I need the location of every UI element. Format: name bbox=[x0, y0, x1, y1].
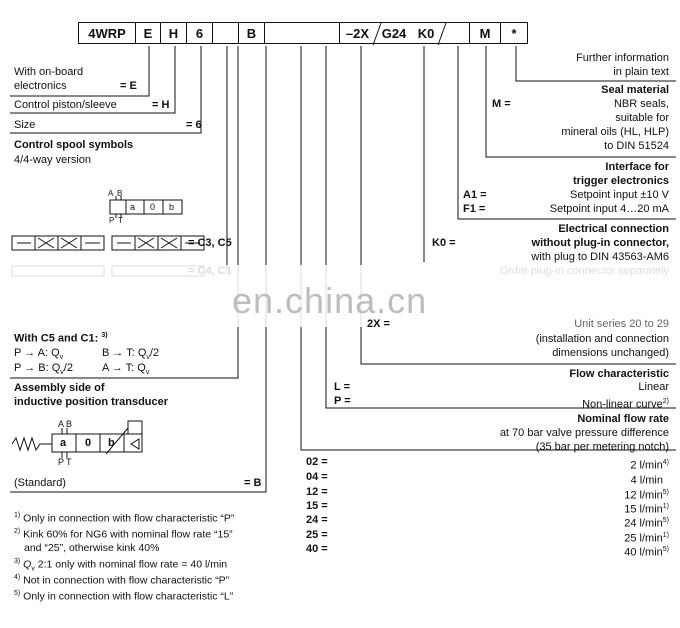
footnote: $^{1)}$ Only in connection with flow characteristic “P” bbox=[14, 512, 235, 525]
piston-label: Control piston/sleeve bbox=[14, 99, 117, 111]
nominal-line-1: at 70 bar valve pressure difference bbox=[499, 427, 669, 439]
flow-a-t: A → T: $Q_v$ bbox=[102, 362, 150, 377]
further-info-1: Further information bbox=[576, 52, 669, 64]
assembly-title-2: inductive position transducer bbox=[14, 396, 169, 408]
seal-code: M = bbox=[492, 98, 511, 110]
port-p-label-2: P bbox=[58, 457, 65, 467]
flow-rate-code: 24 = bbox=[306, 514, 328, 526]
port-t-label: T bbox=[118, 216, 123, 225]
spool-pos-a-2: a bbox=[60, 437, 67, 449]
port-a-label-2: A bbox=[58, 419, 65, 429]
c3c5-code: = C3, C5 bbox=[188, 237, 232, 249]
seal-line-4: to DIN 51524 bbox=[604, 140, 669, 152]
size-label: Size bbox=[14, 119, 36, 131]
electrical-line-1: with plug to DIN 43563-AM6 bbox=[531, 251, 669, 263]
flow-rate-code: 40 = bbox=[306, 543, 328, 555]
flow-rate-code: 12 = bbox=[306, 486, 328, 498]
onboard-label-2: electronics bbox=[14, 80, 67, 92]
footnote: and “25”, otherwise kink 40% bbox=[24, 542, 160, 554]
a1-text: Setpoint input ±10 V bbox=[570, 189, 669, 201]
f1-code: F1 = bbox=[463, 203, 486, 215]
footnote: $^{3)}$ $Q_v$ 2:1 only with nominal flow rate = 40 l/min bbox=[14, 558, 228, 573]
flow-rate-value: 40 $l/\min^{5)}$ bbox=[624, 546, 669, 559]
p-code: P = bbox=[334, 395, 351, 407]
flow-rate-value: 2 $l/\min^{4)}$ bbox=[630, 459, 669, 472]
code-cell-electronics: E bbox=[135, 22, 161, 44]
electrical-line-0: without plug-in connector, bbox=[531, 237, 669, 249]
code-cell-piston: H bbox=[160, 22, 187, 44]
flow-rate-code: 04 = bbox=[306, 471, 328, 483]
footnote: $^{4)}$ Not in connection with flow characteristic “P” bbox=[14, 574, 230, 587]
flow-rate-code: 15 = bbox=[306, 500, 328, 512]
code-cell-assembly: B bbox=[238, 22, 265, 44]
flow-p-b: P → B: $Q_v/2$ bbox=[14, 362, 73, 377]
nominal-line-2: (35 bar per metering notch) bbox=[535, 441, 669, 453]
spool-pos-b-2: b bbox=[108, 437, 115, 449]
footnote: $^{5)}$ Only in connection with flow characteristic “L” bbox=[14, 590, 234, 603]
seal-line-2: suitable for bbox=[615, 112, 669, 124]
series-line-2: (installation and connection bbox=[535, 333, 669, 345]
code-cell-further: * bbox=[500, 22, 528, 44]
seal-line-3: mineral oils (HL, HLP) bbox=[561, 126, 669, 138]
transducer-valve-symbol bbox=[12, 421, 142, 458]
standard-code: = B bbox=[244, 477, 262, 489]
spool-title: Control spool symbols bbox=[14, 139, 134, 151]
series-line-3: dimensions unchanged) bbox=[552, 347, 669, 359]
footnote: $^{2)}$ Kink 60% for NG6 with nominal flow rate “15” bbox=[14, 528, 233, 541]
c5c1-title: With C5 and C1: $^{3)}$ bbox=[14, 332, 108, 345]
series-code: 2X = bbox=[367, 318, 390, 330]
port-b-label-2: B bbox=[66, 419, 73, 429]
spool-pos-0-2: 0 bbox=[85, 437, 92, 449]
port-p-label: P bbox=[109, 216, 115, 225]
flow-char-title: Flow characteristic bbox=[569, 368, 669, 380]
standard-label: (Standard) bbox=[14, 477, 66, 489]
seal-line-1: NBR seals, bbox=[613, 98, 669, 110]
code-cell-size: 6 bbox=[186, 22, 213, 44]
size-code: = 6 bbox=[186, 119, 202, 131]
k0-code: K0 = bbox=[432, 237, 456, 249]
flow-b-t: B → T: $Q_v/2$ bbox=[102, 347, 160, 362]
flow-rate-value: 25 $l/\min^{1)}$ bbox=[624, 532, 669, 545]
code-cell-seal: M bbox=[469, 22, 501, 44]
onboard-code: = E bbox=[120, 80, 137, 92]
l-code: L = bbox=[334, 381, 351, 393]
spool-pos-0: 0 bbox=[150, 202, 156, 212]
port-b-label: B bbox=[117, 189, 123, 198]
code-cell-voltage: G24 bbox=[374, 22, 414, 44]
flow-rate-code: 02 = bbox=[306, 456, 328, 468]
f1-text: Setpoint input 4…20 mA bbox=[549, 203, 669, 215]
flow-p-a: P → A: $Q_v$ bbox=[14, 347, 64, 362]
assembly-title-1: Assembly side of bbox=[14, 382, 105, 394]
spool-pos-b: b bbox=[169, 202, 175, 212]
flow-rate-value: 12 $l/\min^{5)}$ bbox=[624, 489, 669, 502]
spool-pos-a: a bbox=[130, 202, 136, 212]
port-t-label-2: T bbox=[66, 457, 72, 467]
code-cell-series: –2X bbox=[339, 22, 375, 44]
nominal-title: Nominal flow rate bbox=[577, 413, 669, 425]
port-a-label: A bbox=[108, 189, 114, 198]
flow-rate-code: 25 = bbox=[306, 529, 328, 541]
flow-rate-value: 4 l/min bbox=[630, 474, 663, 487]
spool-subtitle: 4/4-way version bbox=[14, 154, 92, 166]
l-text: Linear bbox=[638, 381, 669, 393]
piston-code: = H bbox=[152, 99, 170, 111]
seal-title: Seal material bbox=[601, 84, 669, 96]
code-cell-connection: K0 bbox=[413, 22, 439, 44]
a1-code: A1 = bbox=[463, 189, 487, 201]
interface-title-1: Interface for bbox=[605, 161, 669, 173]
series-line-1: Unit series 20 to 29 bbox=[574, 318, 669, 330]
electrical-title: Electrical connection bbox=[558, 223, 669, 235]
code-cell-type: 4WRP bbox=[78, 22, 136, 44]
onboard-label-1: With on-board bbox=[14, 66, 84, 78]
watermark-text: en.china.cn bbox=[232, 280, 428, 321]
interface-title-2: trigger electronics bbox=[573, 175, 669, 187]
flow-rate-value: 15 $l/\min^{1)}$ bbox=[624, 503, 669, 516]
p-text: Non-linear curve$^{2)}$ bbox=[582, 398, 669, 411]
flow-rate-value: 24 $l/\min^{5)}$ bbox=[624, 517, 669, 530]
further-info-2: in plain text bbox=[613, 66, 669, 78]
